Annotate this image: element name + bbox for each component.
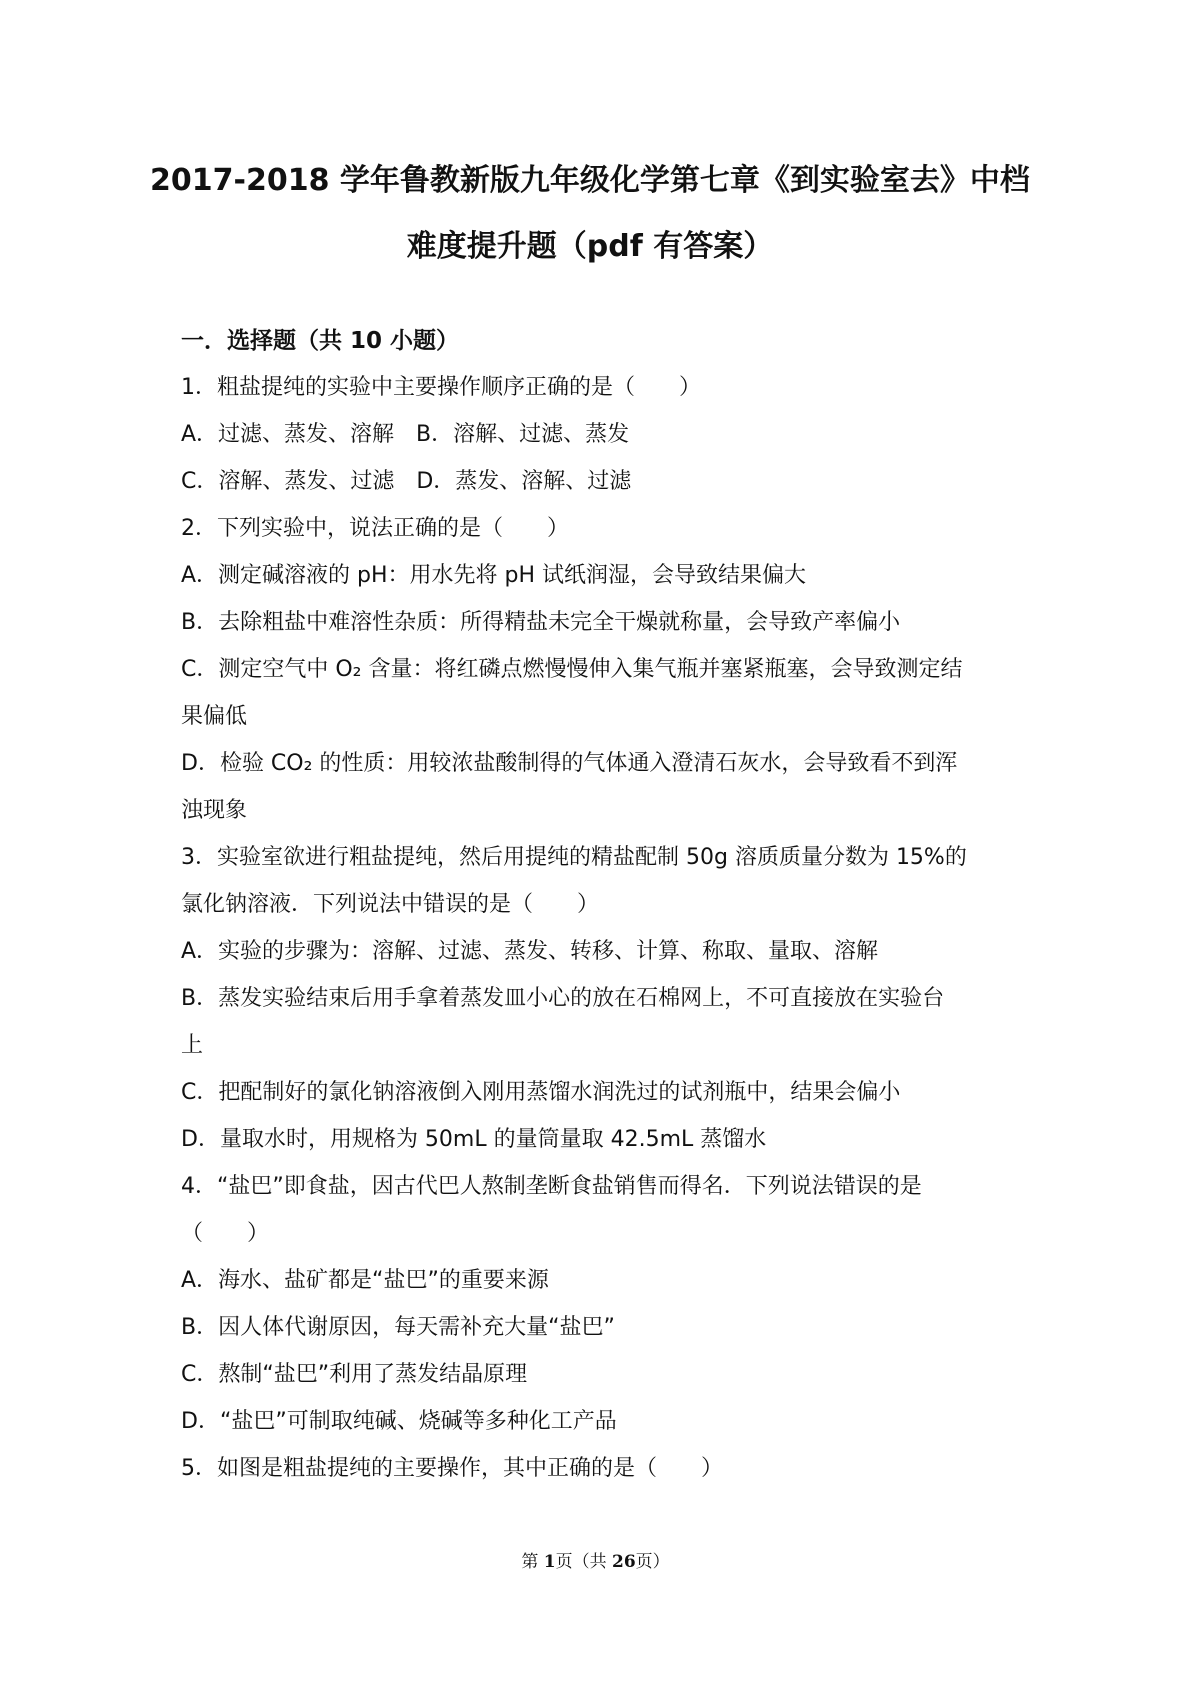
text-line: A．过滤、蒸发、溶解 B．溶解、过滤、蒸发	[181, 422, 630, 447]
text-line: C．测定空气中 O₂ 含量：将红磷点燃慢慢伸入集气瓶并塞紧瓶塞，会导致测定结	[181, 657, 963, 682]
footer-middle: 页（共	[555, 1552, 612, 1572]
text-line: （ ）	[181, 1221, 270, 1246]
text-line: D．“盐巴”可制取纯碱、烧碱等多种化工产品	[181, 1409, 617, 1434]
text-line: A．实验的步骤为：溶解、过滤、蒸发、转移、计算、称取、量取、溶解	[181, 939, 879, 964]
title-line-2: 难度提升题（pdf 有答案）	[406, 229, 774, 264]
text-line: A．测定碱溶液的 pH：用水先将 pH 试纸润湿，会导致结果偏大	[181, 563, 807, 588]
text-line: C．溶解、蒸发、过滤 D．蒸发、溶解、过滤	[181, 469, 632, 494]
text-line: 4．“盐巴”即食盐，因古代巴人熬制垄断食盐销售而得名．下列说法错误的是	[181, 1174, 922, 1199]
text-line: B．因人体代谢原因，每天需补充大量“盐巴”	[181, 1315, 615, 1340]
text-line: A．海水、盐矿都是“盐巴”的重要来源	[181, 1268, 549, 1293]
document-title	[150, 148, 1030, 280]
footer-page-number: 1	[543, 1552, 556, 1572]
title-line-1: 2017-2018 学年鲁教新版九年级化学第七章《到实验室去》中档	[150, 163, 1030, 198]
text-line: B．去除粗盐中难溶性杂质：所得精盐未完全干燥就称量，会导致产率偏小	[181, 610, 901, 635]
text-line: 3．实验室欲进行粗盐提纯，然后用提纯的精盐配制 50g 溶质质量分数为 15%的	[181, 845, 967, 870]
text-line: D．量取水时，用规格为 50mL 的量筒量取 42.5mL 蒸馏水	[181, 1127, 767, 1152]
text-line: 上	[181, 1033, 204, 1058]
text-line: C．熬制“盐巴”利用了蒸发结晶原理	[181, 1362, 528, 1387]
document-body	[181, 318, 1021, 1492]
footer-total-pages: 26	[611, 1552, 636, 1572]
text-line: 2．下列实验中，说法正确的是（ ）	[181, 516, 569, 541]
section-header: 一．选择题（共 10 小题）	[181, 328, 460, 354]
footer-suffix: 页）	[635, 1552, 670, 1572]
question-lines	[181, 364, 1021, 1492]
text-line: C．把配制好的氯化钠溶液倒入刚用蒸馏水润洗过的试剂瓶中，结果会偏小	[181, 1080, 901, 1105]
text-line: 氯化钠溶液．下列说法中错误的是（ ）	[181, 892, 600, 917]
text-line: D．检验 CO₂ 的性质：用较浓盐酸制得的气体通入澄清石灰水，会导致看不到浑	[181, 751, 958, 776]
text-line: 5．如图是粗盐提纯的主要操作，其中正确的是（ ）	[181, 1456, 723, 1481]
footer-prefix: 第	[521, 1552, 544, 1572]
text-line: 果偏低	[181, 704, 248, 729]
text-line: 1．粗盐提纯的实验中主要操作顺序正确的是（ ）	[181, 375, 701, 400]
text-line: 浊现象	[181, 798, 248, 823]
page-footer	[0, 1547, 1191, 1572]
text-line: B．蒸发实验结束后用手拿着蒸发皿小心的放在石棉网上，不可直接放在实验台	[181, 986, 945, 1011]
